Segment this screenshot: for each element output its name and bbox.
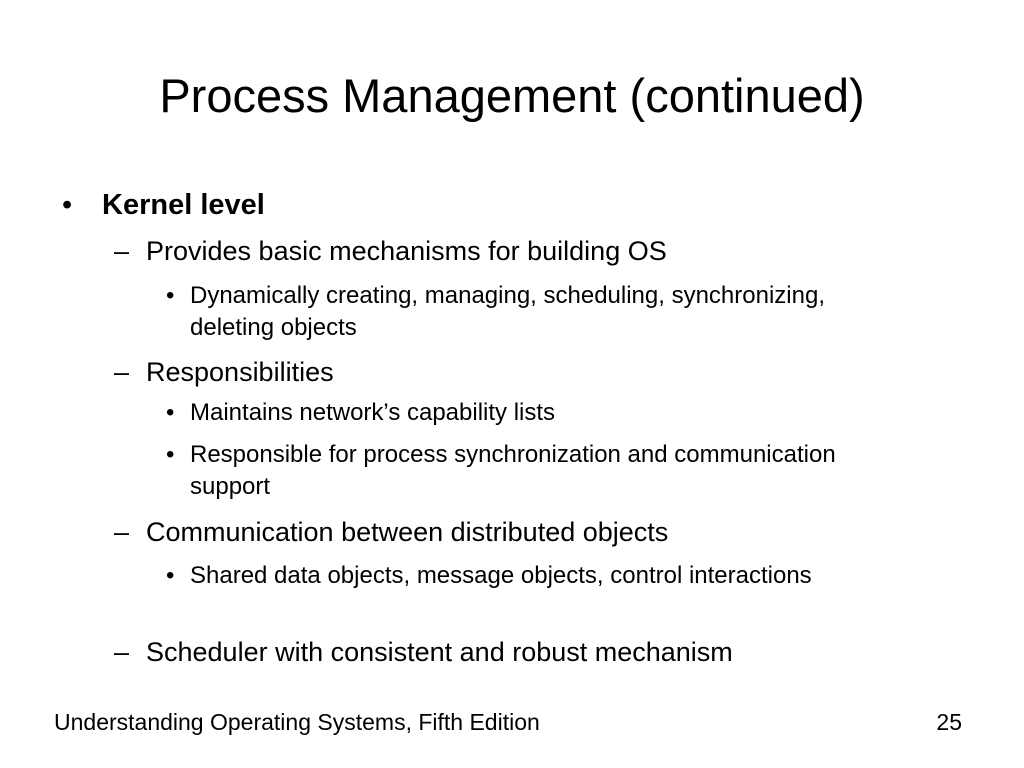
bullet-icon: • (62, 189, 73, 221)
dash-icon: – (114, 357, 130, 387)
bullet-level2-text: Provides basic mechanisms for building OS (146, 236, 667, 266)
bullet-icon: • (166, 441, 175, 468)
dash-icon: – (114, 637, 130, 667)
dash-icon: – (114, 517, 130, 547)
bullet-level2-text: Scheduler with consistent and robust mechanism (146, 637, 733, 667)
bullet-level2-text: Communication between distributed objects (146, 517, 669, 547)
page-number: 25 (936, 709, 962, 735)
bullet-level3-text: Dynamically creating, managing, scheduling, synchronizing, deleting objects (190, 282, 825, 341)
bullet-level3-text: Shared data objects, message objects, control interactions (190, 562, 812, 589)
bullet-level3-text: Maintains network’s capability lists (190, 399, 556, 426)
bullet-icon: • (166, 562, 175, 589)
bullet-level3-text: Responsible for process synchronization and communication support (190, 441, 836, 500)
slide-title: Process Management (continued) (159, 69, 865, 122)
bullet-icon: • (166, 399, 175, 426)
bullet-level1-text: Kernel level (102, 189, 265, 221)
bullet-level2-text: Responsibilities (146, 357, 334, 387)
dash-icon: – (114, 236, 130, 266)
bullet-icon: • (166, 282, 175, 309)
footer-book-title: Understanding Operating Systems, Fifth Edition (54, 709, 540, 735)
